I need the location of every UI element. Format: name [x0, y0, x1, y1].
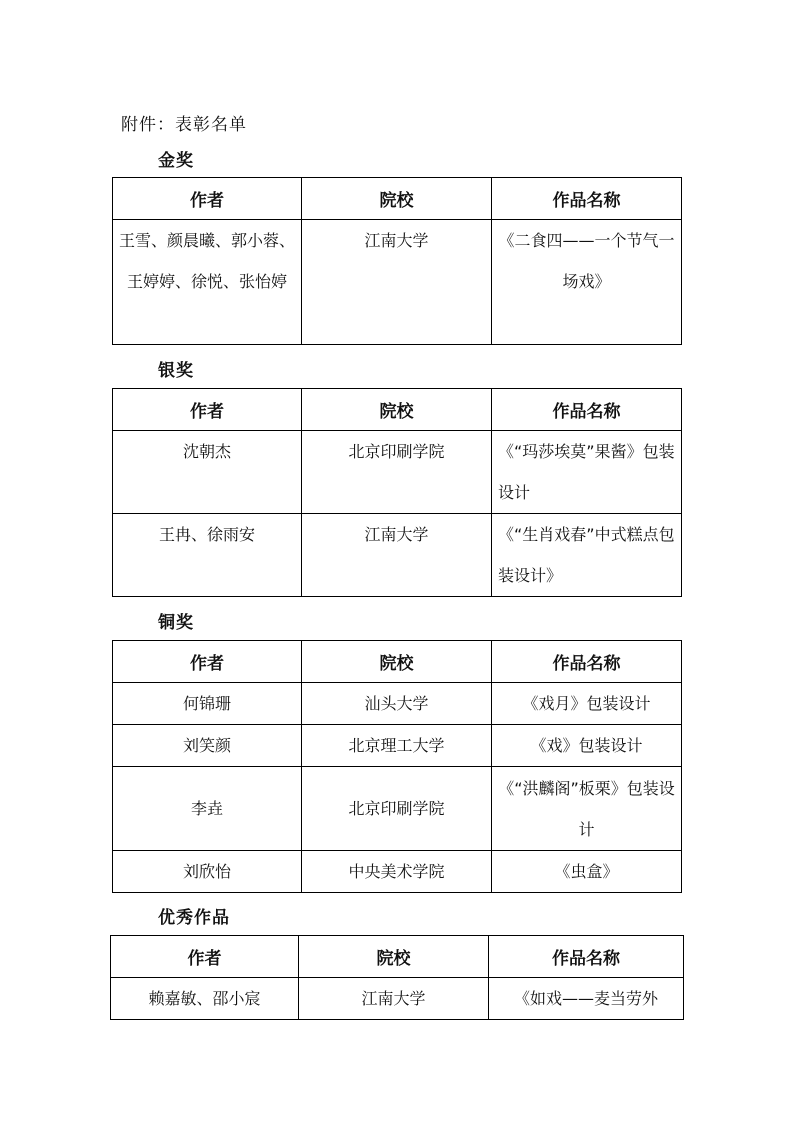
table-row [113, 431, 682, 514]
cell-school: 江南大学 [302, 220, 492, 345]
table-row [113, 683, 682, 725]
header-author: 作者 [113, 641, 302, 683]
header-author: 作者 [113, 178, 302, 220]
cell-school: 北京理工大学 [302, 725, 492, 767]
cell-school: 北京印刷学院 [302, 431, 492, 514]
table-header-row [113, 641, 682, 683]
cell-work: 《虫盒》 [492, 851, 682, 893]
section-title-gold: 金奖 [158, 151, 194, 171]
cell-work: 《“生肖戏春”中式糕点包装设计》 [492, 514, 682, 597]
cell-school: 汕头大学 [302, 683, 492, 725]
cell-work: 《如戏——麦当劳外 [489, 978, 684, 1020]
section-title-silver: 银奖 [158, 361, 194, 381]
table-row [113, 220, 682, 345]
cell-work: 《“玛莎埃莫”果酱》包装设计 [492, 431, 682, 514]
cell-work: 《二食四——一个节气一场戏》 [492, 220, 682, 345]
cell-author: 赖嘉敏、邵小宸 [111, 978, 299, 1020]
cell-author: 沈朝杰 [113, 431, 302, 514]
cell-school: 江南大学 [302, 514, 492, 597]
header-school: 院校 [302, 178, 492, 220]
cell-author: 刘笑颜 [113, 725, 302, 767]
header-author: 作者 [113, 389, 302, 431]
header-work: 作品名称 [492, 641, 682, 683]
cell-author: 何锦珊 [113, 683, 302, 725]
cell-author: 王冉、徐雨安 [113, 514, 302, 597]
bronze-award-table [112, 640, 682, 893]
header-work: 作品名称 [492, 389, 682, 431]
cell-work: 《“洪麟阁”板栗》包装设计 [492, 767, 682, 851]
table-row [113, 851, 682, 893]
silver-award-table [112, 388, 682, 597]
table-header-row [113, 178, 682, 220]
header-school: 院校 [302, 641, 492, 683]
cell-author: 刘欣怡 [113, 851, 302, 893]
table-header-row [111, 936, 684, 978]
section-title-excellent: 优秀作品 [158, 908, 230, 928]
cell-school: 江南大学 [299, 978, 489, 1020]
table-row [111, 978, 684, 1020]
header-author: 作者 [111, 936, 299, 978]
table-row [113, 767, 682, 851]
attachment-title: 附件：表彰名单 [121, 115, 247, 135]
table-row [113, 514, 682, 597]
cell-school: 中央美术学院 [302, 851, 492, 893]
gold-award-table [112, 177, 682, 345]
excellent-works-table [110, 935, 684, 1020]
section-title-bronze: 铜奖 [158, 613, 194, 633]
header-work: 作品名称 [489, 936, 684, 978]
header-school: 院校 [299, 936, 489, 978]
cell-school: 北京印刷学院 [302, 767, 492, 851]
header-school: 院校 [302, 389, 492, 431]
table-row [113, 725, 682, 767]
cell-work: 《戏》包装设计 [492, 725, 682, 767]
table-header-row [113, 389, 682, 431]
cell-work: 《戏月》包装设计 [492, 683, 682, 725]
header-work: 作品名称 [492, 178, 682, 220]
cell-author: 李垚 [113, 767, 302, 851]
cell-author: 王雪、颜晨曦、郭小蓉、王婷婷、徐悦、张怡婷 [113, 220, 302, 345]
